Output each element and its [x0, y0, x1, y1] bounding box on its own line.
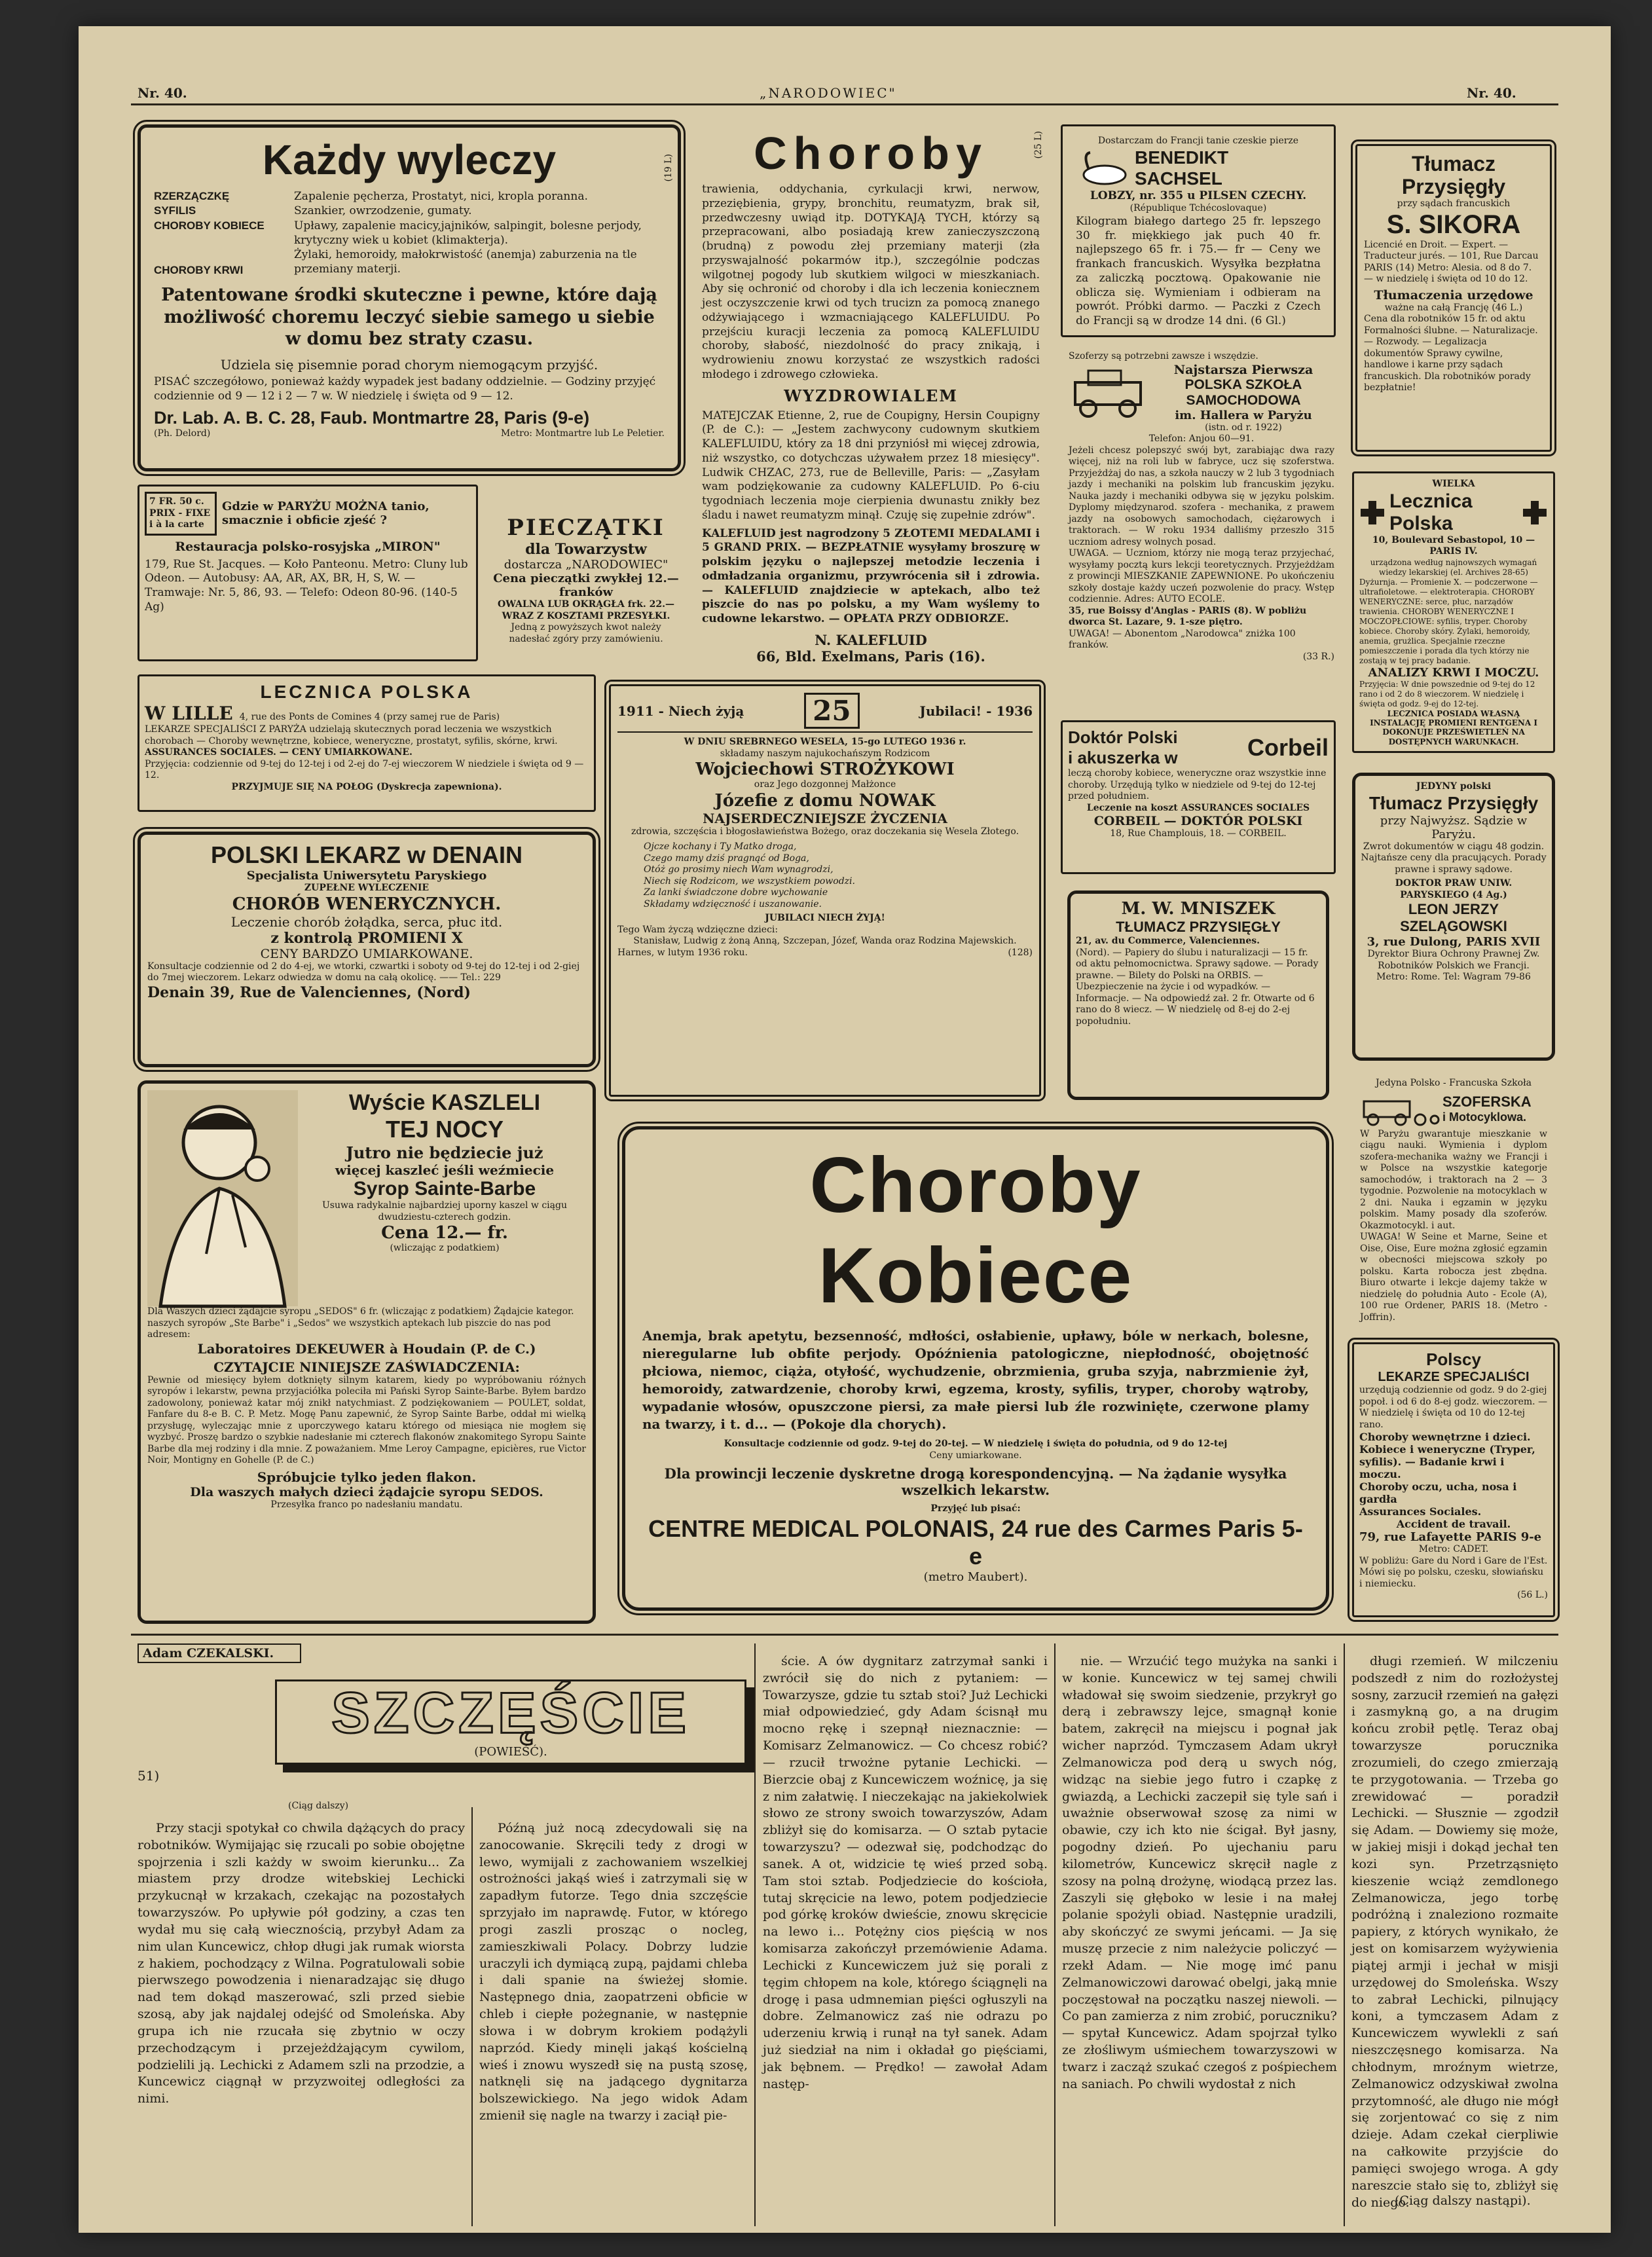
ad-kazdy-wyleczy [138, 124, 681, 471]
ad-try: Spróbujcie tylko jeden flakon. [257, 1469, 477, 1485]
masthead-name: „NARODOWIEC" [760, 85, 897, 101]
ad-l5: Accident de travail. [1396, 1518, 1511, 1530]
ad-line: Tego Wam życzą wdzięczne dzieci: [617, 924, 779, 935]
story-paragraph: ście. A ów dygnitarz zatrzymał sanki i zwrócił się do nich z pytaniem: — Towarzysze, gdzie tu sztab stoi? Już Lechicki miał odpowiedzieć, gdy Adam ścisnął mu mocno rękę i szepnął nieznacznie: — Komisarz Zelmanowicz. — Co chcesz robić? — rzucił trwożne pytanie Lechicki. — Bierzcie obaj z Kuncewiczem woźnicę, ja się z nim załatwię. I nieczekając na jakiekolwiek słowo ze strony swoich towarzyszów, Adam zbliżył się do komisarza. — O sztab pytacie towarzyszu? — odezwał się, podchodząc do sanek. A ot, widzicie tę wieś przed sobą. Tam stoi sztab. Podjedziecie do kościoła, tutaj skręcicie na lewo, potem podjedziecie pod górkę kroków dwieście, znowu skręcicie na lewo i... Potężny cios pięścią w nos komisarza zakończył przemówienie Adama. Lechicki z Kuncewiczem już się porali z tęgim chłopem na kole, którego ściągnęli na drogę i pasa udmnemian pięści ogłuszyli na dobre. Zelmanowicz zaś nie odrazu po uderzeniu krwią i runął na tył sanek. Adam już siedział na nim i okładał go pięściami, jak bębnem. — Prędko! — zawołał Adam następ- [763, 1654, 1048, 2091]
symptom-item: Żylaki, hemoroidy, małokrwistość (anemja) zaburzenia na tle przemiany materji. [294, 248, 637, 276]
ad-hours: PISAĆ szczegółowo, ponieważ każdy wypadek jest badany oddzielnie. — Godziny przyjęć codziennie od 9 — 12 i 2 — 7 w. W niedzielę i święta od 9 — 12. [154, 375, 656, 403]
ad-body2: Cena dla robotników 15 fr. od aktu Formalności ślubne. — Naturalizacje. — Rozwody. — Legalizacja dokumentów Sprawy cywilne, handlowe i karne przy sądach francuskich. Dla robotników porady bezpłatnie! [1364, 314, 1538, 394]
price-badge [145, 492, 217, 536]
ad-jubilee [609, 684, 1041, 1097]
ad-title2: LEKARZE SPECJALIŚCI [1378, 1370, 1530, 1384]
story-column [1062, 1653, 1337, 2226]
ad-line3: z kontrolą PROMIENI X [270, 929, 463, 947]
ad-body: Kilogram białego dartego 25 fr. lepszego 30 fr. miękkiego jak puch 40 fr. najlepszego 65 fr. i 75.— fr — Ceny we frankach francuskich. Wysyłka bezpłatna za zaliczką pocztową. Opakowanie nie oblicza się. Wymieniam i odbieram na powrót. Próbki darmo. — Paczki z Czech do Francji są w drodze 14 dni. (6 Gl.) [1076, 214, 1321, 327]
symptom-item: Zapalenie pęcherza, Prostatyt, nici, kropla poranna. [294, 190, 588, 204]
cross-icon [1522, 500, 1548, 526]
ad-testimonials: Pewnie od miesięcy byłem dotknięty silnym katarem, kiedy po wypróbowaniu różnych syropów i lekarstw, pewna przyjaciółka poleciła mi Pański Syrop Sainte-Barbe. Byłem bardzo zadowolony, ponieważ katar mój znikł natychmiast. Z podziękowaniem — POULET, soldat, Fanfare du 8-e B. C. P. Metz. Mogę Panu zapewnić, że Syrop Sainte Barbe, oddał mi wielką przysługę, wyleczając mnie z uporczywego kataru którego od miesiąca nie mogłem się wyzbyć. Proszę bardzo o szybkie nadesłanie mi czterech flakonów znakomitego Syropu Sainte Barbe dla mej rodziny i dla mnie. Z poważaniem. Mme Leroy Campagne, epicières, rue Victor Noir, Montigny en Gohelle (P. de C.) [147, 1374, 586, 1465]
ad-addr: 10, Boulevard Sebastopol, 10 — PARIS IV. [1372, 534, 1535, 557]
ad-title3: SAMOCHODOWA [1186, 392, 1301, 408]
ad-addr: 4, rue des Ponts de Comines 4 (przy samej rue de Paris) [239, 712, 500, 722]
ad-addr: im. Hallera w Paryżu [1175, 408, 1312, 422]
ad-body: leczą choroby kobiece, weneryczne oraz wszystkie inne choroby. Urzędują tylko w niedziele od 9-tej do 12-tej przed południem. [1068, 768, 1327, 801]
car-icon [1069, 363, 1147, 422]
poem-line: Składamy wdzięczność i uszanowanie. [644, 898, 822, 909]
ad-title5: Syrop Sainte-Barbe [353, 1178, 536, 1200]
ad-addr2: 35, rue Boissy d'Anglas - PARIS (8). W pobliżu dworca St. Lazare, 9. 1-sze piętro. [1069, 605, 1307, 627]
ad-title3: Jutro nie będziecie już [346, 1143, 543, 1162]
ad-top: Jedyna Polsko - Francuska Szkoła [1376, 1078, 1532, 1088]
ad-body: Licencié en Droit. — Expert. — Traducteur jurés. — 101, Rue Darcau PARIS (14) Metro: Alesia. od 8 do 7. — w niedzielę i święta od 10 do 12. [1364, 239, 1539, 285]
ad-top: Szoferzy są potrzebni zawsze i wszędzie. [1069, 351, 1258, 361]
ad-hours: Przyjęcia: W dnie powszednie od 9-tej do 12 rano i od 2 do 8 wieczorem. W niedzielę i święta od godz. 9-ej do 12-tej. [1359, 679, 1535, 708]
ad-title: M. W. MNISZEK [1121, 899, 1276, 919]
ad-body: Dyżurnja. — Promienie X. — podczerwone — ultrafioletowe. — elektroterapia. CHOROBY WENERYCZNE: serce, płuc, narządów trawienia. CHOROBY WENERYCZNE I MOCZOPŁCIOWE: syfilis, tryper. Choroby kobiece. Choroby skóry. Żylaki, hemoroidy, anemia, grużlica. Specjalnie rzeczne pomieszczenie i porada dla tych którzy nie zostają w tej pracy badanie. [1359, 577, 1538, 665]
ad-line2: CORBEIL — DOKTÓR POLSKI [1093, 814, 1303, 828]
ad-d1: DOKTOR PRAW UNIW. PARYSKIEGO (4 Ag.) [1395, 878, 1513, 900]
story-number: 51) [138, 1768, 160, 1784]
ad-uwaga: UWAGA! W Seine et Marne, Seine et Oise, Oise, Eure można zgłosić egzamin w obecności miejscowa szkoły po polsku. Karta robocza jest zbędna. Biuro otwarte i lekcje dajemy także w niedzielę do południa Auto - Ecole (A), 100 rue Ordener, PARIS 18. (Metro - Joffrin). [1360, 1232, 1547, 1323]
ad-hours: Konsultacje codziennie od godz. 9-tej do 20-tej. — W niedzielę i święta do południa, od 9 do 12-tej [724, 1439, 1228, 1449]
ad-l1: dostarcza „NARODOWIEC" [504, 558, 669, 572]
ad-addr: 3, rue Dulong, PARIS XVII [1367, 935, 1541, 949]
ad-tag: (33 R.) [1302, 651, 1334, 662]
ad-body2: Dyrektor Biura Ochrony Prawnej Zw. Robotników Polskich we Francji. Metro: Rome. Tel: Wagram 79-86 [1367, 949, 1540, 982]
ad-title: LECZNICA POLSKA [260, 682, 473, 702]
ad-foot-right: Metro: Montmartre lub Le Peletier. [500, 428, 665, 439]
ad-lab: Laboratoires DEKEUWER à Houdain (P. de C.) [197, 1340, 536, 1357]
poem-line: Ojcze kochany i Ty Matko droga, [644, 841, 797, 852]
ad-title: Choroby Kobiece [809, 1141, 1142, 1319]
story-to-be-continued: (Ciąg dalszy nastąpi). [1395, 2193, 1531, 2208]
page-number-right: Nr. 40. [1467, 85, 1516, 101]
ad-jubilee-number: 25 [804, 693, 859, 729]
ad-title: Tłumacz Przysięgły [1401, 152, 1506, 199]
story-column [763, 1653, 1048, 2226]
ad-tag: (25 L) [1033, 131, 1044, 159]
ad-title: Polscy [1426, 1349, 1481, 1369]
story-column [479, 1820, 748, 2226]
ad-title: POLSKI LEKARZ w DENAIN [210, 841, 523, 868]
ad-line: oraz Jego dozgonnej Małżonce [754, 779, 896, 790]
ad-title: Każdy wyleczy [262, 136, 557, 183]
poem-line: Niech się Rodzicom, we wszystkiem powodzi. [644, 875, 855, 887]
ad-syrop-sainte-barbe [138, 1080, 596, 1624]
newspaper-page [79, 26, 1611, 2233]
ad-sub: Specjalista Uniwersytetu Paryskiego [246, 869, 487, 883]
disease-item: CHOROBY KRWI [154, 263, 244, 276]
ad-analizy: ANALIZY KRWI I MOCZU. [1368, 665, 1539, 680]
column-divider [471, 1807, 473, 2226]
ad-price-sub: (wliczając z podatkiem) [390, 1243, 500, 1253]
ad-uwaga2: UWAGA! — Abonentom „Narodowca" zniżka 100 franków. [1069, 628, 1296, 650]
ad-jedyny-tlumacz [1352, 773, 1555, 1061]
ad-testimonial: MATEJCZAK Etienne, 2, rue de Coupigny, Hersin Coupigny (P. de C.): — „Jestem zachwycony cudownym skutkiem KALEFLUIDU, który za 18 dni przyniósł mi więcej zdrowia, niż wszystko, co dotychczas używałem przez 18 miesięcy". Ludwik CHZAC, 273, rue de Belleville, Paris: — „Zasyłam wam podziękowanie za cudowny KALEFLUID. Po 6-ciu tygodniach leczenia moje cierpienia dwunastu znikły bez śladu i nawet reumatyzm minął. Czuję się zupełnie zdrów". [702, 409, 1040, 522]
ad-line: Stanisław, Ludwig z żoną Anną, Szczepan, Józef, Wanda oraz Rodzina Majewskich. [633, 936, 1017, 946]
ad-line: ASSURANCES SOCIALES. — CENY UMIARKOWANE. [145, 747, 413, 758]
ad-sub2: ZUPEŁNE WYLECZENIE [304, 883, 430, 893]
ad-title1: Wyście KASZLELI [348, 1090, 541, 1115]
ad-body: Konsultacje codziennie od 2 do 4-ej, we wtorki, czwartki i soboty od 9-tej do 12-tej i od 2-giej do 7mej wieczorem. Lekarz odwiedza w domu na całą okolicę. —— Tel.: 229 [147, 961, 580, 983]
ad-title2: Corbeil [1247, 734, 1329, 761]
car-icon [1360, 1090, 1439, 1129]
ad-metro: (metro Maubert). [923, 1569, 1028, 1584]
ad-sub: TŁUMACZ PRZYSIĘGŁY [1116, 919, 1281, 935]
ad-read: CZYTAJCIE NINIEJSZE ZAŚWIADCZENIA: [213, 1359, 520, 1375]
ad-body: 179, Rue St. Jacques. — Koło Panteonu. Metro: Cluny lub Odeon. — Autobusy: AA, AR, AX, BR, H, S, W. — Tramwaje: Nr. 5, 86, 93. — Telefo: Odeon 80-96. (140-5 Ag) [145, 557, 468, 614]
ad-body: trawienia, oddychania, cyrkulacji krwi, nerwow, przeziębienia, grypy, bronchitu, reumatyzm, brak sił, przedwczesny uwiąd itp. DOTYKAJĄ TYCH, którzy są przepracowani, albo posiadają krew zanieczyszczoną (brudną) z powodu złej przemiany materji (zła przyswajalność pokarmów itp.), szczególnie podczas wilgotnej pogody lub skutkiem wilgoci w mieszkaniach. Aby się ochronić od choroby i dla ich leczenia koniecznem jest oczyszczenie krwi od tych trucizn za pomocą znanego odżywiającego i wzmacniającego KALEFLUIDU. Po przejściu kuracji leczenia za pomocą KALEFLUIDU choroby, słabość, niezdolność do pracy znikają, i wydrowieniu znowu korzystać ze wszystkich radości młodego i zdrowego człowieka. [702, 183, 1040, 381]
ad-lekarz-denain [138, 832, 596, 1067]
ad-hours: Przyjęcia: codziennie od 9-tej do 12-tej i od 2-ej do 7-ej wieczorem W niedziele i święta od 9 — 12. [145, 758, 584, 780]
ad-title1: Doktór Polski [1068, 727, 1178, 747]
ad-body: Anemja, brak apetytu, bezsenność, mdłości, osłabienie, upławy, bóle w nerkach, bolesne, nieregularne lub obfite perjody. Opóźnienia patologiczne, niepłodność, obojętność płciowa, niemoc, ciąża, otyłość, wychudzenie, obrzmienia, gruba szyja, nabrzmienie żył, hemoroidy, zatwardzenie, choroby krwi, egzema, krosty, syfilis, tryper, choroby wątroby, wypadanie włosów, opuszczone piersi, za małe piersi lub źle rozwinięte, czerwone plamy na twarzy, i t. d... — (Pokoje dla chorych). [642, 1328, 1309, 1432]
ad-body: Jeżeli chcesz polepszyć swój byt, zarabiając dwa razy więcej, niż na roli lub w fabryce, ucz się szoferstwa. Przyjeżdżaj do nas, a szkoła nauczy w 2 lub 3 tygodniach jazdy i mechaniki na polskim lub francuskim języku. Nauka jazdy i mechaniki odbywa się w języku polskim. Dyplomy międzynarod. szofera - mechanika, z prawem jazdy na osobowych samochodach, ciężarowych i traktorach. — W roku 1934 dalliśmy przeszło 315 uczniom adresy wolnych posad. [1069, 445, 1334, 547]
ad-line4: CENY BARDZO UMIARKOWANE. [260, 946, 473, 961]
header-rule [131, 103, 1558, 105]
ad-address: 66, Bld. Exelmans, Paris (16). [756, 648, 985, 665]
ad-miron [138, 485, 478, 661]
coughing-man-illustration [147, 1090, 298, 1306]
ad-name: S. SIKORA [1386, 210, 1521, 239]
story-title: SZCZĘŚCIE [331, 1680, 690, 1745]
badge-price: 7 FR. 50 c. PRIX - FIXE [149, 496, 211, 519]
ad-location: LOBZY, nr. 355 u PILSEN CZECHY. [1090, 189, 1307, 202]
goose-icon [1076, 149, 1128, 188]
ad-shout: JUBILACI NIECH ŻYJĄ! [765, 913, 885, 923]
ad-body: Dla Waszych dzieci żądajcie syropu „SEDOS" 6 fr. (wliczając z podatkiem) Żądajcie kategor. naszych syropów „Ste Barbe" i „Sedos" we wszystkich aptekach lub piszcie do nas pod adresem: [147, 1306, 574, 1340]
ad-note: ważne na całą Francję (46 L.) [1384, 302, 1523, 313]
poem-line: Otóż go prosimy niech Wam wynagrodzi, [644, 864, 834, 875]
story-column [138, 1820, 465, 2226]
ad-addr: 21, av. du Commerce, Valenciennes. [1076, 936, 1260, 946]
story-paragraph: Przy stacji spotykał co chwila dążących do pracy robotników. Wymijając się rzucali po sobie obojętne spojrzenia i szli każdy w swoim kierunku... Za miastem przy drodze witebskiej Lechicki przykucnął w krzakach, czekając na pozostałych towarzyszów. Po upływie pół godziny, a czas ten wydał mu się całą wiecznością, przybył Adam za nim ulan Kuncewicz, chłop długi jak rumak wiorsta z hakiem, pochodzący z Wilna. Pogratulowali sobie pierwszego powodzenia i nienaradzając się długo nad tem dokąd maszerować, szli przed siebie szosą, aby jak najdalej odejść od Smoleńska. Aby grupa ich nie rzucała się zbytnio w oczy przechodzącym i przejeżdżającym cywilom, podzielili ją. Lechicki z Adamem szli na przodzie, a Kuncewicz ciągnął w przyzwoitej odległości za nimi. [138, 1821, 465, 2106]
ad-body: urzędują codziennie od godz. 9 do 2-giej popoł. i od 6 do 8-ej godz. wieczorem. — W niedzielę i święta od 10 do 12-tej rano. [1359, 1385, 1548, 1430]
ad-title: Lecznica Polska [1389, 490, 1473, 534]
ad-jubilee-right: Jubilaci! - 1936 [919, 703, 1033, 719]
ad-prov: Dla prowincji leczenie dyskretne drogą korespondencyjną. — Na żądanie wysyłka wszelkich lekarstw. [664, 1465, 1287, 1498]
ad-szkola-samochodowa [1061, 347, 1342, 688]
ad-l1: Choroby wewnętrzne i dzieci. [1359, 1431, 1531, 1443]
ad-uwaga: UWAGA. — Uczniom, którzy nie mogą teraz przyjechać, wysyłamy pocztą kurs lekcji teoretycznych. Przyjeżdżam z prowincji MIESZKANIE ZAPEWNIONE. Po ukończeniu szkoły dostaje każdy uczeń pozwolenie do pracy. Wstęp codziennie. Adres: AUTO ECOLE. [1069, 548, 1334, 604]
ad-title2: i Motocyklowa. [1442, 1110, 1527, 1124]
ad-body: Zwrot dokumentów w ciągu 48 godzin. Najtańsze ceny dla pracujących. Porady prawne i sprawy sądowe. [1361, 841, 1547, 875]
poem-line: Za lanki świadczone dobre wychowanie [644, 887, 828, 898]
story-paragraph: długi rzemień. W milczeniu podszedł z nim do rozłożystej sosny, zarzucił rzemień na gałęzi i zasmykną go, a na drugim końcu zrobił pętlę. Teraz obaj towarzysze porucznika zrozumieli, do czego zmierzają te przygotowania. — Trzeba go zrewidować — poradził Lechicki. — Słusznie — zgodził się Adam. — Dowiemy się może, w jakiej misji i dokąd jechał ten kozi syn. Przetrząsnięto kieszenie wciąż zemdlonego Zelmanowicza, jego torbę podróżną i znaleziono rozmaite papiery, z których wynikało, że jest on komisarzem wyżywienia piątej armji i jechał w misji urzędowej do Smoleńska. Wszy to zabrał Lechicki, pilnujący koni, a tymczasem Adam z Kuncewiczem wywlekli z sań nieszczęsnego komisarza. Na chłodnym, mroźnym wietrze, Zelmanowicz odzyskiwał zwolna przytomność, ale długo nie mógł się zorjentować co się z nim dzieje. Adam czekał cierpliwie na całkowite przyjście do pamięci swojego wroga. A gdy nareszcie stało się to, zbliżył się do niego. [1351, 1654, 1558, 2210]
ad-near: W pobliżu: Gare du Nord i Gare de l'Est. [1359, 1555, 1548, 1566]
ad-ceny: Ceny umiarkowane. [929, 1450, 1022, 1461]
disease-item: RZERZĄCZKĘ [154, 190, 230, 203]
ad-line: zdrowia, szczęścia i błogosławieństwa Bożego, oraz doczekania się Wesela Złotego. [631, 826, 1019, 837]
ad-tel: Telefon: Anjou 60—91. [1148, 433, 1255, 444]
ad-sub: urządzona według najnowszych wymagań wiedzy lekarskiej (el. Archives 28-65) [1370, 557, 1537, 577]
ad-szkola-szoferska [1352, 1074, 1555, 1323]
ad-title3: i akuszerka w [1068, 748, 1178, 767]
ad-sub: przy sądach francuskich [1397, 198, 1511, 210]
symptom-item: Upławy, zapalenie macicy,jajników, salpingit, bolesne perjody, krytyczny wiek u kobiet (klimakterja). [294, 219, 642, 247]
ad-title2: TEJ NOCY [385, 1116, 504, 1143]
column-divider [754, 1643, 756, 2226]
ad-date: Harnes, w lutym 1936 roku. [617, 947, 748, 958]
ad-subtitle: WYZDROWIALEM [784, 386, 958, 405]
symptom-item: Szankier, owrzodzenie, gumaty. [294, 204, 472, 218]
ad-body: W Paryżu gwarantuje mieszkanie w ciągu nauki. Wymienia i dyplom szofera-mechanika ważny we Francji i w Polsce na wszystkie kategorje samochodów, i traktorach na 2 — 3 tygodnie. Pozwolenie na motocyklach w 2 dni. Nauka i egzamin w języku polskim. Mamy posady dla szoferów. Okazmotocykl. i aut. [1360, 1128, 1547, 1231]
ad-foot: PRZYJMUJE SIĘ NA POŁOG (Dyskrecja zapewniona). [231, 781, 502, 792]
ad-l4: WRAZ Z KOSZTAMI PRZESYŁKI. [502, 610, 670, 621]
ad-sub2: Tłumaczenia urzędowe [1374, 287, 1533, 303]
ad-headline: Patentowane środki skuteczne i pewne, które dają możliwość choremu leczyć siebie samego u siebie w domu bez straty czasu. [161, 284, 657, 350]
ad-foot2: Przesyłka franco po nadesłaniu mandatu. [270, 1499, 463, 1510]
ad-price: Cena 12.— fr. [381, 1223, 508, 1243]
ad-addr: Denain 39, Rue de Valenciennes, (Nord) [147, 983, 471, 1001]
story-paragraph: Późną już nocą zdecydowali się na zanocowanie. Skręcili tedy z drogi w lewo, wymijali z zachowaniem wszelkiej ostrożności jakąś wieś i zatrzymali się w zapadłym futorze. Tego dnia szczęście sprzyjało im naprawdę. Futor, w którego progi zaszli prosząc o nocleg, zamieszkiwali Polacy. Dobrzy ludzie uraczyli ich dymiącą zupą, pajdami chleba i dali spanie na świeżej słomie. Następnego dnia, zaopatrzeni obficie w chleb i ciepłe pożegnanie, w następnie słowa i w dobrym krokiem podążyli naprzód. Kiedy minęli jakąś kościelną wieś i znowu wyszedł się na pustą szosę, natknęli się na jadącego dygnitarza bolszewickiego. Na jego widok Adam zmienił się nagle na twarzy i zaciął pie- [479, 1821, 748, 2123]
ad-speak: Mówi się po polsku, czesku, słowiańsku i niemiecku. [1359, 1567, 1544, 1589]
ad-mniszek [1067, 890, 1329, 1100]
ad-lead: W LILLE [145, 703, 233, 724]
ad-l3: Choroby oczu, ucha, nosa i gardła [1359, 1480, 1517, 1505]
ad-awards: KALEFLUID jest nagrodzony 5 ZŁOTEMI MEDALAMI i 5 GRAND PRIX. — BEZPŁATNIE wysyłamy broszurę w polskim języku o najlepszej metodzie leczenia i odmładzania organizmu, przywrócenia sił i zdrowia. — KALEFLUID znajdziecie w aptekach, albo też piszcie do nas po polsku, a my Wam wyślemy to cudowne lekarstwo. — OPŁATA PRZY ODBIORZE. [702, 526, 1040, 625]
ad-l3: OWALNA LUB OKRĄGŁA frk. 22.— [498, 599, 674, 610]
ad-foot-left: (Ph. Delord) [154, 428, 211, 439]
ad-title1: Najstarsza Pierwsza [1173, 362, 1313, 377]
ad-tag: (128) [1008, 947, 1033, 958]
ad-addr: 18, Rue Champlouis, 18. — CORBEIL. [1110, 828, 1287, 839]
ad-sub: Usuwa radykalnie najbardziej uporny kaszel w ciągu dwudziestu-czterech godzin. [322, 1200, 567, 1222]
ad-name: Restauracja polsko-rosyjska „MIRON" [175, 539, 441, 554]
ad-question: Gdzie w PARYŻU MOŻNA tanio, smacznie i obficie zjeść ? [222, 500, 430, 528]
ad-choroby-kalefluid [694, 124, 1048, 665]
ad-l2: Cena pieczątki zwykłej 12.— franków [493, 572, 679, 599]
ad-title1: SZOFERSKA [1442, 1093, 1532, 1110]
ad-title: PIECZĄTKI [507, 515, 665, 541]
ad-tag: (19 L) [663, 154, 674, 182]
ad-est: (istn. od r. 1922) [1205, 422, 1282, 433]
ad-l2: Kobiece i weneryczne (Tryper, syfilis). — Badanie krwi i moczu. [1359, 1443, 1535, 1480]
ad-sachsel [1061, 124, 1336, 337]
ad-line: CHORÓB WENERYCZNYCH. [232, 894, 502, 914]
disease-item: SYFILIS [154, 204, 196, 217]
ad-line: składamy naszym najukochańszym Rodzicom [720, 748, 930, 759]
ad-name: BENEDIKT SACHSEL [1135, 147, 1229, 189]
ad-title2: POLSKA SZKOŁA [1184, 376, 1302, 392]
ad-corbeil [1061, 720, 1336, 874]
story-paragraph: nie. — Wrzućić tego mużyka na sanki i w konie. Kuncewicz w tej samej chwili władował się swoim siedzenie, przykrył go derą i zebrawszy lejce, smagnął konie batem, zakręcił na miejscu i pognał jak wicher naprzód. Tymczasem Adam ukrył Zelmanowicza pod derą u swych nóg, widząc na siebie jego futro i czapkę z gwiazdą, a Lechicki zaczepił się tyle sań i uważnie obserwował szosę za nimi w obawie, czy ich kto nie ścigał. Był jasny, pogodny dzień. Po ujechaniu paru kilometrów, Kuncewicz skręcił nagle z szosy na polną drożynę, wiodącą przez las. Zaszyli się głęboko w lesie i na małej polanie spożyli obiad. Następnie uradzili, aby skończyć ze swymi jeńcami. — Ja się muszę przecie z nim należycie policzyć — rzekł Adam. — Nie mogę imć panu Zelmanowiczowi darować obelgi, jaką mnie poczęstował na początku naszej niewoli. — Co pan zamierza z nim zrobić, poruczniku? — spytał Kuncewicz. Adam spojrzał tylko ze złośliwym uśmiechem towarzyszowi w twarz i zacząż szukać czegoś z pośpiechem na saniach. Po chwili wydostał z nich [1062, 1654, 1337, 2091]
ad-addr: 79, rue Lafayette PARIS 9-e [1359, 1530, 1542, 1544]
ad-title: Tłumacz Przysięgły [1368, 792, 1539, 813]
column-divider [1054, 1643, 1055, 2226]
ad-name2: Józefie z domu NOWAK [714, 790, 936, 811]
ad-sub: dla Towarzystw [525, 541, 647, 558]
ad-body: LEKARZE SPECJALIŚCI Z PARYŻA udzielają skutecznych porad leczenia we wszystkich chorobach — Choroby wewnętrzne, kobiece, weneryczne, prostatyt, syfilis, skórne, krwi. [145, 724, 558, 746]
ad-lecznica-lille [138, 674, 596, 812]
disease-item: CHOROBY KOBIECE [154, 219, 265, 232]
ad-sub: przy Najwyższ. Sądzie w Paryżu. [1380, 813, 1528, 841]
column-divider [1344, 1643, 1345, 2226]
poem-line: Czego mamy dziś pragnąć od Boga, [644, 853, 809, 864]
ad-top: Dostarczam do Francji tanie czeskie pierze [1097, 136, 1299, 146]
ad-foot: Dla waszych małych dzieci żądajcie syropu SEDOS. [190, 1484, 543, 1499]
ad-przy: Przyjęć lub pisać: [930, 1503, 1021, 1514]
story-subtitle: (POWIEŚĆ). [474, 1744, 547, 1759]
badge-carte: i à la carte [149, 519, 204, 530]
page-number-left: Nr. 40. [138, 85, 187, 101]
ad-l4: Assurances Sociales. [1359, 1505, 1482, 1518]
story-author: Adam CZEKALSKI. [138, 1643, 301, 1663]
ad-wish: NAJSERDECZNIEJSZE ŻYCZENIA [703, 810, 947, 826]
ad-l5: Jedną z powyższych kwot należy nadesłać zgóry przy zamówieniu. [509, 622, 663, 644]
ad-polscy-lekarze [1352, 1342, 1555, 1617]
ad-top: JEDYNY polski [1416, 781, 1492, 792]
ad-choroby-kobiece [622, 1126, 1329, 1611]
story-title-box [275, 1679, 746, 1765]
ad-name: LEON JERZY SZELĄGOWSKI [1400, 901, 1507, 934]
ad-line: Leczenie na koszt ASSURANCES SOCIALES [1086, 802, 1310, 813]
ad-title: Choroby [754, 128, 988, 179]
ad-line2: Leczenie chorób żołądka, serca, płuc itd. [230, 913, 503, 930]
ad-line: W DNIU SREBRNEGO WESELA, 15-go LUTEGO 1936 r. [684, 737, 966, 747]
ad-advice: Udziela się pisemnie porad chorym niemogącym przyjść. [220, 357, 598, 373]
ad-signature: N. KALEFLUID [815, 631, 927, 648]
ad-address: Dr. Lab. A. B. C. 28, Faub. Montmartre 28, Paris (9-e) [154, 407, 590, 428]
ad-country: (République Tchécoslovaque) [1129, 203, 1267, 214]
ad-jubilee-left: 1911 - Niech żyją [617, 703, 744, 719]
ad-lecznica-paris [1352, 471, 1555, 753]
cross-icon [1359, 500, 1386, 526]
ad-name1: Wojciechowi STROŻYKOWI [695, 760, 955, 779]
ad-pieczatki [485, 511, 688, 668]
ad-addr: CENTRE MEDICAL POLONAIS, 24 rue des Carmes Paris 5-e [648, 1514, 1303, 1569]
section-rule [131, 1634, 1558, 1636]
ad-title4: więcej kaszleć jeśli weźmiecie [335, 1162, 555, 1178]
ad-top: WIELKA [1432, 479, 1475, 489]
ad-sikora [1355, 144, 1552, 452]
ad-body: (Nord). — Papiery do ślubu i naturalizacji — 15 fr. od aktu pełnomocnictwa. Sprawy sądowe. — Porady prawne. — Bilety do Polski na ORBIS. — Ubezpieczenie na życie i od wypadków. — Informacje. — Na odpowiedź zał. 2 fr. Otwarte od 6 rano do 8 wiecz. — W niedzielę od 8-ej do 2-ej popołudniu. [1076, 947, 1319, 1027]
ad-foot: LECZNICA POSIADA WŁASNĄ INSTALACJĘ PROMIENI RENTGENA I DOKONUJE PRZEŚWIETLEŃ NA DOSTĘPNYCH WARUNKACH. [1370, 708, 1537, 746]
story-continued: (Ciąg dalszy) [288, 1801, 349, 1811]
ad-metro: Metro: CADET. [1418, 1544, 1489, 1554]
ad-tag: (56 L.) [1517, 1590, 1548, 1600]
